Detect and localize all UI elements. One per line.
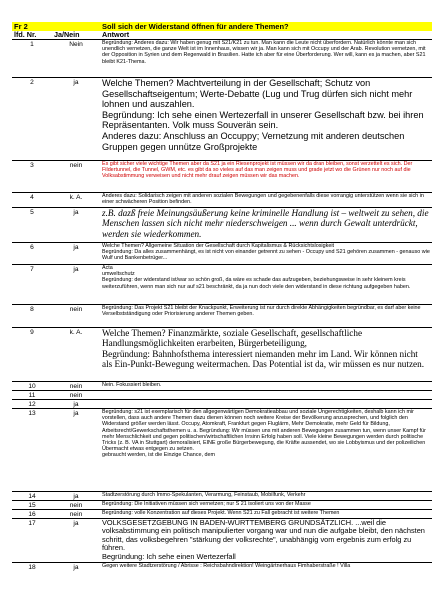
answer-line: Begründung: s21 ist exemplarisch für den allgegenwärtigen Demokratieabbau und soziale Ungerechtigkeiten, deshalb kann ich mir vorstellen, dass auch andere Themen dazu dienen können noch weitere Kreise der Bevölkerung anzusprechen, und folglich den Widerstand größer werden lässt. Occupy, Atomkraft, Frankfurt gegen Fluglärm, Mehr Demokratie, mehr Geld für Bildung, Arbeitsrecht/Gewerkschaftsthemen u. a. Begründung: Wir müssen uns mit anderen Bewegungen zusammen tun, wenn unser Kampf für mehr Menschlichkeit und gegen politischen/wirtschaftlichen Irrsinn Erfolg haben soll. Viele kleine Bewegungen werden durch politische Tricks (z. B. VA in Stuttgart) demoralisiert, EINE große Bürgerbewegung, die Kräfte aussendet, wo sie Lobbyismus und der polizeilichen Übermacht etwas entgegen zu setzen. [102, 409, 426, 453]
row-yes-no: ja [73, 410, 79, 417]
row-number: 9 [30, 329, 34, 336]
question-code: Fr 2 [14, 22, 28, 31]
answer-line: umweltschutz [102, 271, 135, 278]
row-yes-no: ja [73, 564, 79, 571]
row-number: 17 [28, 520, 36, 527]
answer-line: VOLKSGESETZGEBUNG IN BADEN-WÜRTTEMBERG GRUNDSÄTZLICH. ...weil die volksabstimmung ein politisch manipulierter vorgang war und nun die aufgabe bleibt, den nächsten schritt, das volksbegehren "stärkung der volksrechte", unabhängig vom ergebnis zum erfolg zu führen. [102, 518, 425, 553]
row-yes-no: ja [73, 493, 79, 500]
row-answer [100, 208, 432, 242]
row-answer [100, 193, 432, 207]
row-answer [100, 40, 432, 77]
row-answer [100, 161, 432, 192]
answer-line: Welche Themen? Allgemeine Situation der Gesellschaft durch Kapitalismus & Rücksichtslosigkeit [102, 243, 335, 249]
answer-line: Gegen weitere Stadtzerstörung / Abrisse : Reichsbahndirektion! Weingärtnerhaus Fimhaberstraße ! Villa [102, 563, 351, 569]
table-row [12, 400, 432, 409]
row-answer [100, 382, 432, 390]
row-yes-no: nein [69, 383, 83, 390]
question-text: Soll sich der Widerstand öffnen für andere Themen? [102, 22, 289, 31]
column-header-answer: Antwort [102, 30, 130, 39]
row-number: 16 [28, 511, 36, 518]
row-number: 6 [30, 244, 34, 251]
row-number: 2 [30, 79, 34, 86]
row-number: 10 [28, 383, 36, 390]
row-answer [100, 510, 432, 518]
row-answer [100, 391, 432, 399]
table-row [12, 265, 432, 305]
answer-line: Anderes dazu: Anschluss an Occuppy; Vernetzung mit anderen deutschen Gruppen gegen unnütze Großprojekte [102, 130, 405, 152]
answer-line: Begründung: Das Projekt S21 bleibt der Knackpunkt, Erweiterung ist nur durch direkte Abhängigkeiten begründbar, es darf aber keine Verselbstständigung oder Priorisierung anderer Themen geben. [102, 305, 421, 318]
row-number: 13 [28, 410, 36, 417]
table-row [12, 305, 432, 328]
row-number: 3 [30, 162, 34, 169]
row-answer [100, 501, 432, 509]
row-answer [100, 400, 432, 408]
row-yes-no: ja [73, 520, 79, 527]
row-number: 11 [28, 392, 36, 399]
row-yes-no: ja [73, 209, 79, 216]
answer-line: Anderes dazu: Solidarisch zeigen mit anderen sozialen Bewegungen und gegebenenfalls diese vorrangig unterstützen wenn sie sich in einer schwächeren Position befinden. [102, 193, 424, 206]
answer-line: Begründung: Anderes dazu: Wir haben genug mit S21/K21 zu tun. Man kann die Leute nicht überfordern. Natürlich könnte man sich unendlich vernetzen, die ganze Welt ist im Innenhaus, wissen wir ja. Man kann sich mit Occupy und der Arab. Revolution vernetzen, mit der Opposition in Syrien und dem Regenwald in Brasilien. Hatte ich aber für eine Überforderung. Wer will, kann es ja machen, aber S21 bleibt K21-Thema. [102, 40, 426, 65]
row-yes-no: nein [69, 502, 83, 509]
row-answer [100, 328, 432, 381]
row-yes-no: nein [69, 392, 83, 399]
answer-line: Welche Themen? Finanzmärkte, soziale Gesellschaft, gesellschaftliche Handlungsmöglichkeiten erarbeiten, Bürgerbeteiligung, [102, 328, 363, 349]
answer-line: Acta [102, 265, 113, 271]
table-row [12, 78, 432, 161]
row-yes-no: Nein [69, 41, 83, 48]
answer-line: Begründung: Ich sehe einen Wertezerfall [102, 551, 236, 561]
row-answer [100, 519, 432, 562]
row-yes-no: k. A. [69, 194, 83, 201]
row-answer [100, 265, 432, 304]
answer-line: Es gibt sicher viele wichtige Themen aber da S21 ja ein Riesenprojekt ist müssen wir da dran bleiben, sonst verzettelt es sich. Der Fildertunnel, die Tunnel, GWM, etc. es gibt da so vieles auf das man zeigen muss und grade jetzt wo die Grünen nur noch auf die Volksabstimmung verweisen und nicht mehr drauf zeigen müssen wir das machen. [102, 161, 413, 180]
row-yes-no: ja [73, 266, 79, 273]
table-row [12, 161, 432, 193]
column-header-yn: Ja/Nein [54, 30, 80, 39]
row-answer [100, 78, 432, 160]
table-row [12, 409, 432, 492]
answers-table [12, 40, 432, 571]
row-number: 1 [30, 41, 34, 48]
row-number: 18 [28, 564, 36, 571]
table-row [12, 391, 432, 400]
answer-line: Begründung: volle Konzentration auf dieses Projekt. Wenn S21 zu Fall gebracht ist weitere Themen [102, 510, 340, 516]
row-yes-no: nein [69, 511, 83, 518]
row-yes-no: ja [73, 79, 79, 86]
answer-line: Begründung: Die Initiativen müssen sich vernetzen; nur S 21 isoliert uns von der Masse [102, 501, 311, 507]
table-row [12, 382, 432, 391]
answer-line: Begründung: Bahnhofsthema interessiert niemanden mehr im Land. Wir können nicht als Ein-Punkt-Bewegung weitermachen. Das Potential ist da, wir müssen es nur nutzen. [102, 348, 425, 370]
row-yes-no: ja [73, 244, 79, 251]
table-row [12, 208, 432, 243]
row-answer [100, 409, 432, 491]
answer-line: Stadtzerstörung durch Immo-Spekulanten, Verarmung, Feinstaub, Mobilfunk, Verkehr [102, 492, 306, 498]
answer-line: Begründung: Da alles zusammenhängt, es ist nicht von einander getrennt zu sehen - Occupy und S21 gehören zusammen - genauso wie Wulf und Bankenbetrüger... [102, 249, 430, 262]
answer-line: Begründung: Ich sehe einen Wertezerfall in unserer Gesellschaft bzw. bei ihren Repräsentanten. Volk muss Souverän sein. [102, 109, 424, 131]
row-answer [100, 492, 432, 500]
table-row [12, 40, 432, 78]
row-yes-no: ja [73, 401, 79, 408]
table-row [12, 328, 432, 382]
table-row [12, 243, 432, 265]
table-row [12, 501, 432, 510]
row-answer [100, 563, 432, 571]
row-number: 5 [30, 209, 34, 216]
row-yes-no: k. A. [69, 329, 83, 336]
answer-line: Nein. Fokussiert bleiben. [102, 382, 162, 388]
row-number: 14 [28, 493, 36, 500]
answer-line: Welche Themen? Machtverteilung in der Gesellschaft; Schutz von Gesellschaftseigentum; Werte-Debatte (Lug und Trug dürfen sich nicht mehr lohnen und auszahlen. [102, 78, 413, 110]
row-yes-no: nein [69, 162, 83, 169]
row-number: 12 [28, 401, 36, 408]
row-number: 4 [30, 194, 34, 201]
answer-line: z.B. dazß freie Meinungsäußerung keine kriminelle Handlung ist – weltweit zu sehen, die Menschen lassen sich nicht mehr niederschweigen ... wenn durch Gewalt unterdrückt, werden sie wiederkommen. [102, 208, 429, 239]
column-header-nr: lfd. Nr. [14, 30, 37, 39]
answer-line: Begründung: der widerstand ist/war so schön groß, da wäre es schade das aufzugeben, beziehungsweise in sehr kleinem kreis weiterzuführen, wenn man sich nur auf s21 beschränkt, da ja nun doch viele den widerstand in diese richtung aufgegeben haben. [102, 277, 411, 290]
table-row [12, 519, 432, 563]
row-yes-no: nein [69, 306, 83, 313]
row-answer [100, 243, 432, 264]
row-answer [100, 305, 432, 327]
table-row [12, 492, 432, 501]
column-headers [12, 31, 432, 40]
answer-line: gebraucht werden, ist die Einzige Chance, dem [102, 452, 215, 459]
table-row [12, 563, 432, 571]
row-number: 7 [30, 266, 34, 273]
table-row [12, 193, 432, 208]
row-number: 15 [28, 502, 36, 509]
row-number: 8 [30, 306, 34, 313]
